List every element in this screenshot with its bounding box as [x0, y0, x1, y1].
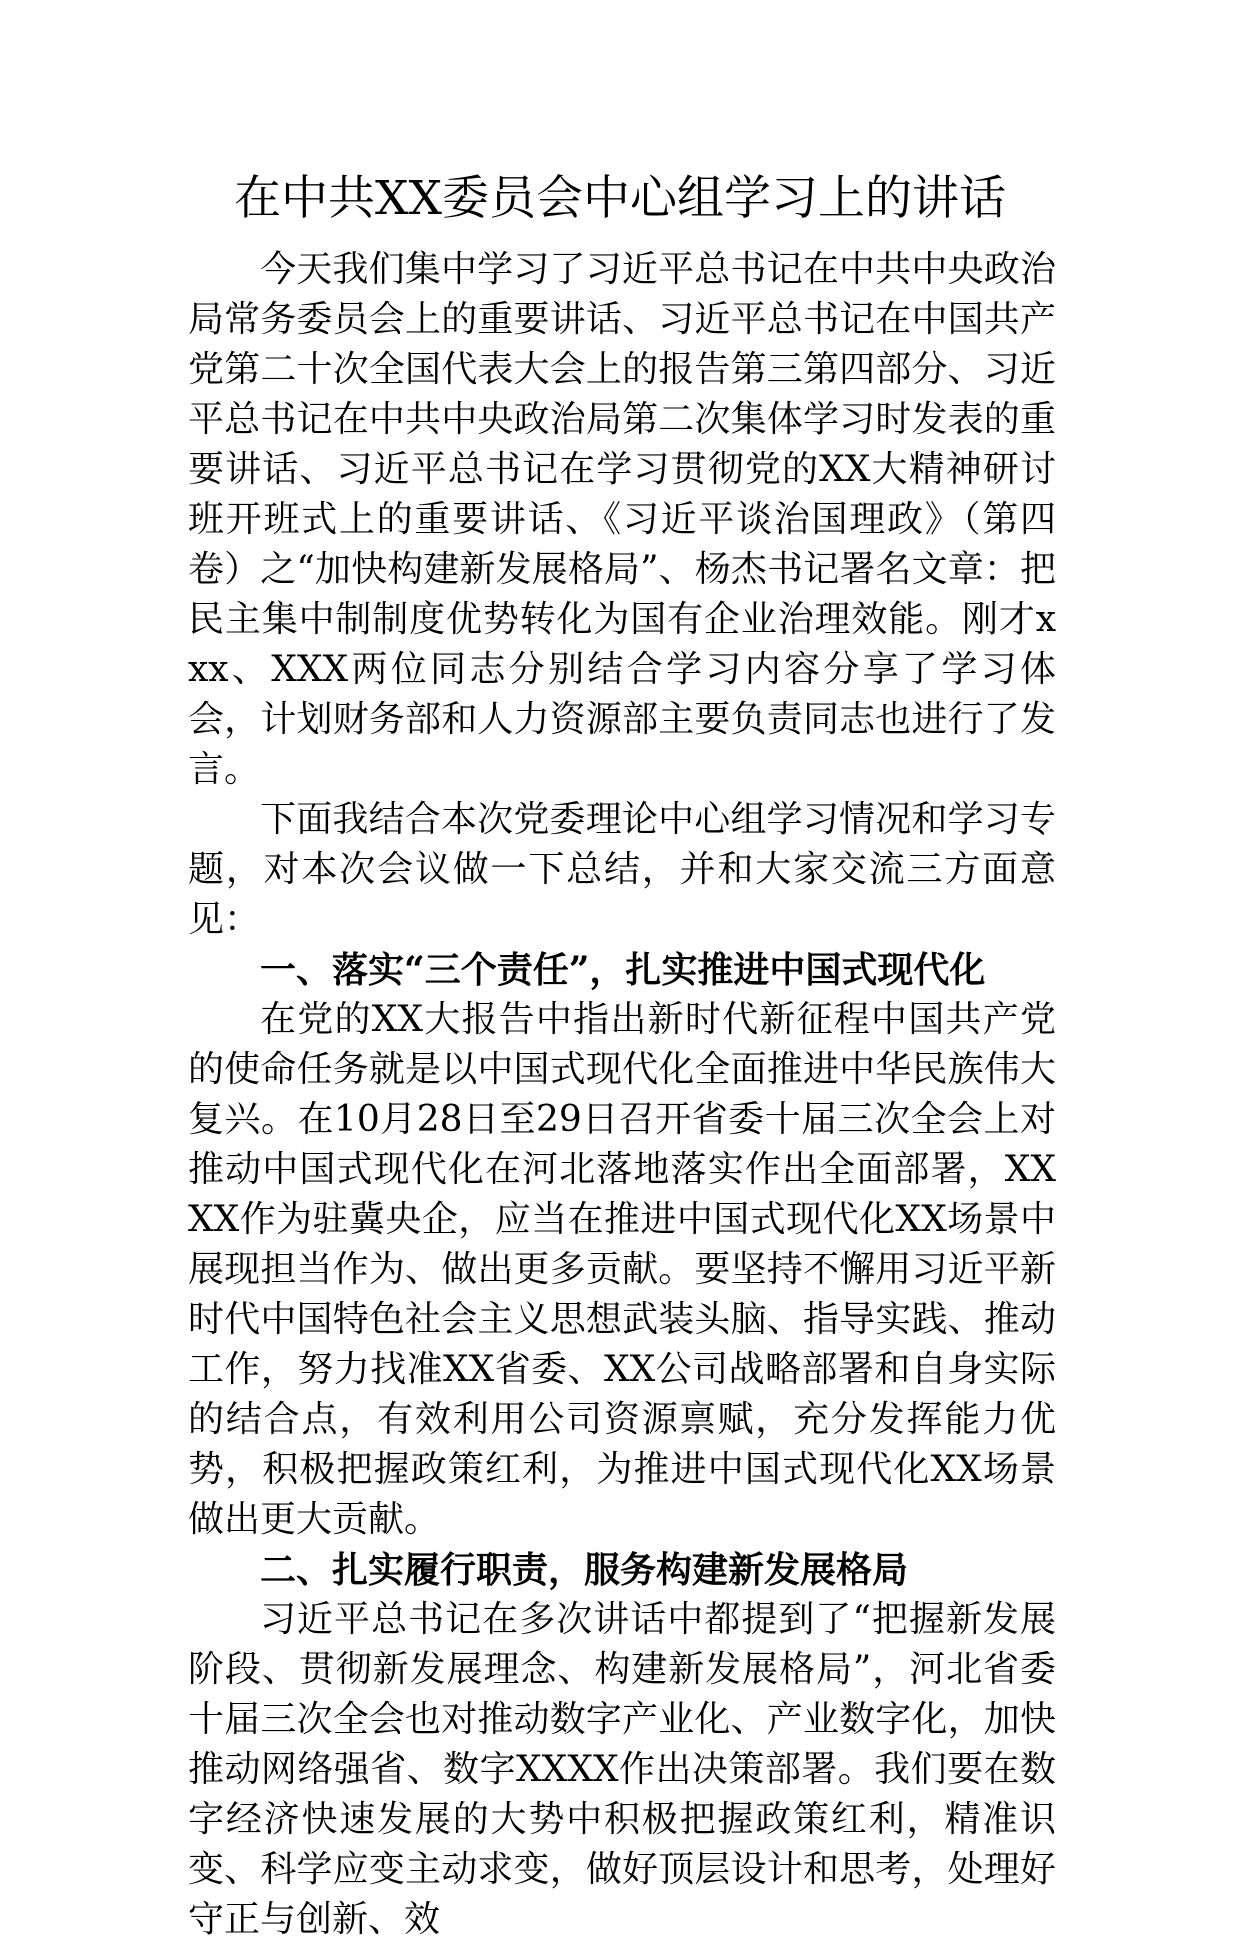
section-1-paragraph: 在党的XX大报告中指出新时代新征程中国共产党的使命任务就是以中国式现代化全面推进中华民族伟大复兴。在10月28日至29日召开省委十届三次全会上对推动中国式现代化在河北落地落实作出全面部署，XXXX作为驻冀央企，应当在推进中国式现代化XX场景中展现担当作为、做出更多贡献。要坚持不懈用习近平新时代中国特色社会主义思想武装头脑、指导实践、推动工作，努力找准XX省委、XX公司战略部署和自身实际的结合点，有效利用公司资源禀赋，充分发挥能力优势，积极把握政策红利，为推进中国式现代化XX场景做出更大贡献。	[188, 999, 1056, 1540]
document-body	[188, 245, 1056, 1945]
document-title: 在中共XX委员会中心组学习上的讲话	[234, 171, 1006, 226]
section-heading-2: 二、扎实履行职责，服务构建新发展格局	[260, 1549, 909, 1591]
summary-paragraph: 下面我结合本次党委理论中心组学习情况和学习专题，对本次会议做一下总结，并和大家交流三方面意见：	[188, 799, 1056, 940]
section-2-paragraph: 习近平总书记在多次讲话中都提到了“把握新发展阶段、贯彻新发展理念、构建新发展格局”，河北省委十届三次全会也对推动数字产业化、产业数字化，加快推动网络强省、数字XXXX作出决策部署。我们要在数字经济快速发展的大势中积极把握政策红利，精准识变、科学应变主动求变，做好顶层设计和思考，处理好守正与创新、效	[188, 1599, 1056, 1940]
intro-paragraph: 今天我们集中学习了习近平总书记在中共中央政治局常务委员会上的重要讲话、习近平总书记在中国共产党第二十次全国代表大会上的报告第三第四部分、习近平总书记在中共中央政治局第二次集体学习时发表的重要讲话、习近平总书记在学习贯彻党的XX大精神研讨班开班式上的重要讲话、《习近平谈治国理政》（第四卷）之“加快构建新发展格局”、杨杰书记署名文章：把民主集中制制度优势转化为国有企业治理效能。刚才xxx、XXX两位同志分别结合学习内容分享了学习体会，计划财务部和人力资源部主要负责同志也进行了发言。	[188, 249, 1056, 790]
section-heading-1: 一、落实“三个责任”，扎实推进中国式现代化	[260, 949, 986, 991]
